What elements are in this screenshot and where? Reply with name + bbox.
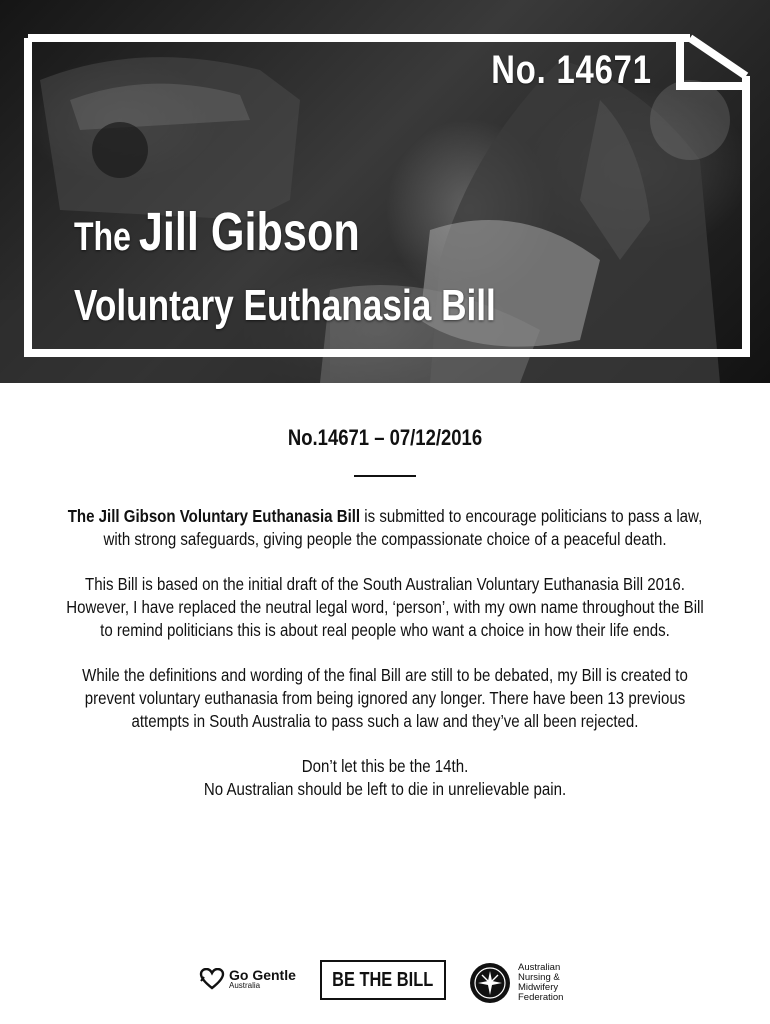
hero-banner [0, 0, 770, 383]
paragraph-intro-text: is submitted to encourage politicians to pass a law, with strong safeguards, giving people the compassionate choice of a peaceful death. [103, 506, 703, 549]
paragraph-basis: This Bill is based on the initial draft of the South Australian Voluntary Euthanasia Bill 2016. However, I have replaced the neutral legal word, ‘person’, with my own name throughout the Bill to remind politicians this is about real people who want a choice in how their life ends. [66, 574, 704, 640]
paragraph-history: While the definitions and wording of the final Bill are still to be debated, my Bill is created to prevent voluntary euthanasia from being ignored any longer. There have been 13 previous attempts in South Australia to pass such a law and they’ve all been rejected. [82, 665, 688, 731]
closing-line-2: No Australian should be left to die in unrelievable pain. [203, 779, 567, 799]
divider [354, 475, 416, 477]
closing-line-1: Don’t let this be the 14th. [301, 756, 469, 776]
folded-corner-icon [680, 38, 746, 86]
anmf-emblem-icon [468, 961, 512, 1005]
hero-title-the: The [74, 215, 131, 259]
anmf-name [518, 963, 588, 1003]
bill-name-bold: The Jill Gibson Voluntary Euthanasia Bill [67, 506, 361, 526]
anmf-line-2: Nursing & [518, 972, 560, 983]
anmf-logo[interactable] [468, 961, 588, 1005]
footer-logos [0, 958, 770, 1008]
be-the-bill-logo[interactable] [320, 960, 446, 1000]
anmf-line-1: Australian [518, 962, 561, 973]
hero-title-name: Jill Gibson [138, 202, 360, 262]
heart-logo-icon [199, 968, 225, 990]
go-gentle-logo[interactable] [199, 968, 296, 990]
anmf-line-3: Midwifery [518, 982, 559, 993]
anmf-line-4: Federation [518, 992, 564, 1003]
main-content [60, 425, 710, 823]
go-gentle-name: Go Gentle [229, 967, 296, 983]
bill-number-badge: No. 14671 [491, 48, 652, 92]
hero-title [74, 202, 496, 331]
bill-reference: No.14671 – 07/12/2016 [287, 425, 483, 450]
hero-title-line1 [74, 202, 496, 267]
go-gentle-sub: Australia [229, 981, 261, 990]
paragraph-closing [58, 755, 712, 801]
hero-title-line2: Voluntary Euthanasia Bill [74, 281, 496, 330]
be-the-bill-text: BE THE BILL [332, 968, 434, 991]
paragraph-intro [58, 505, 712, 551]
